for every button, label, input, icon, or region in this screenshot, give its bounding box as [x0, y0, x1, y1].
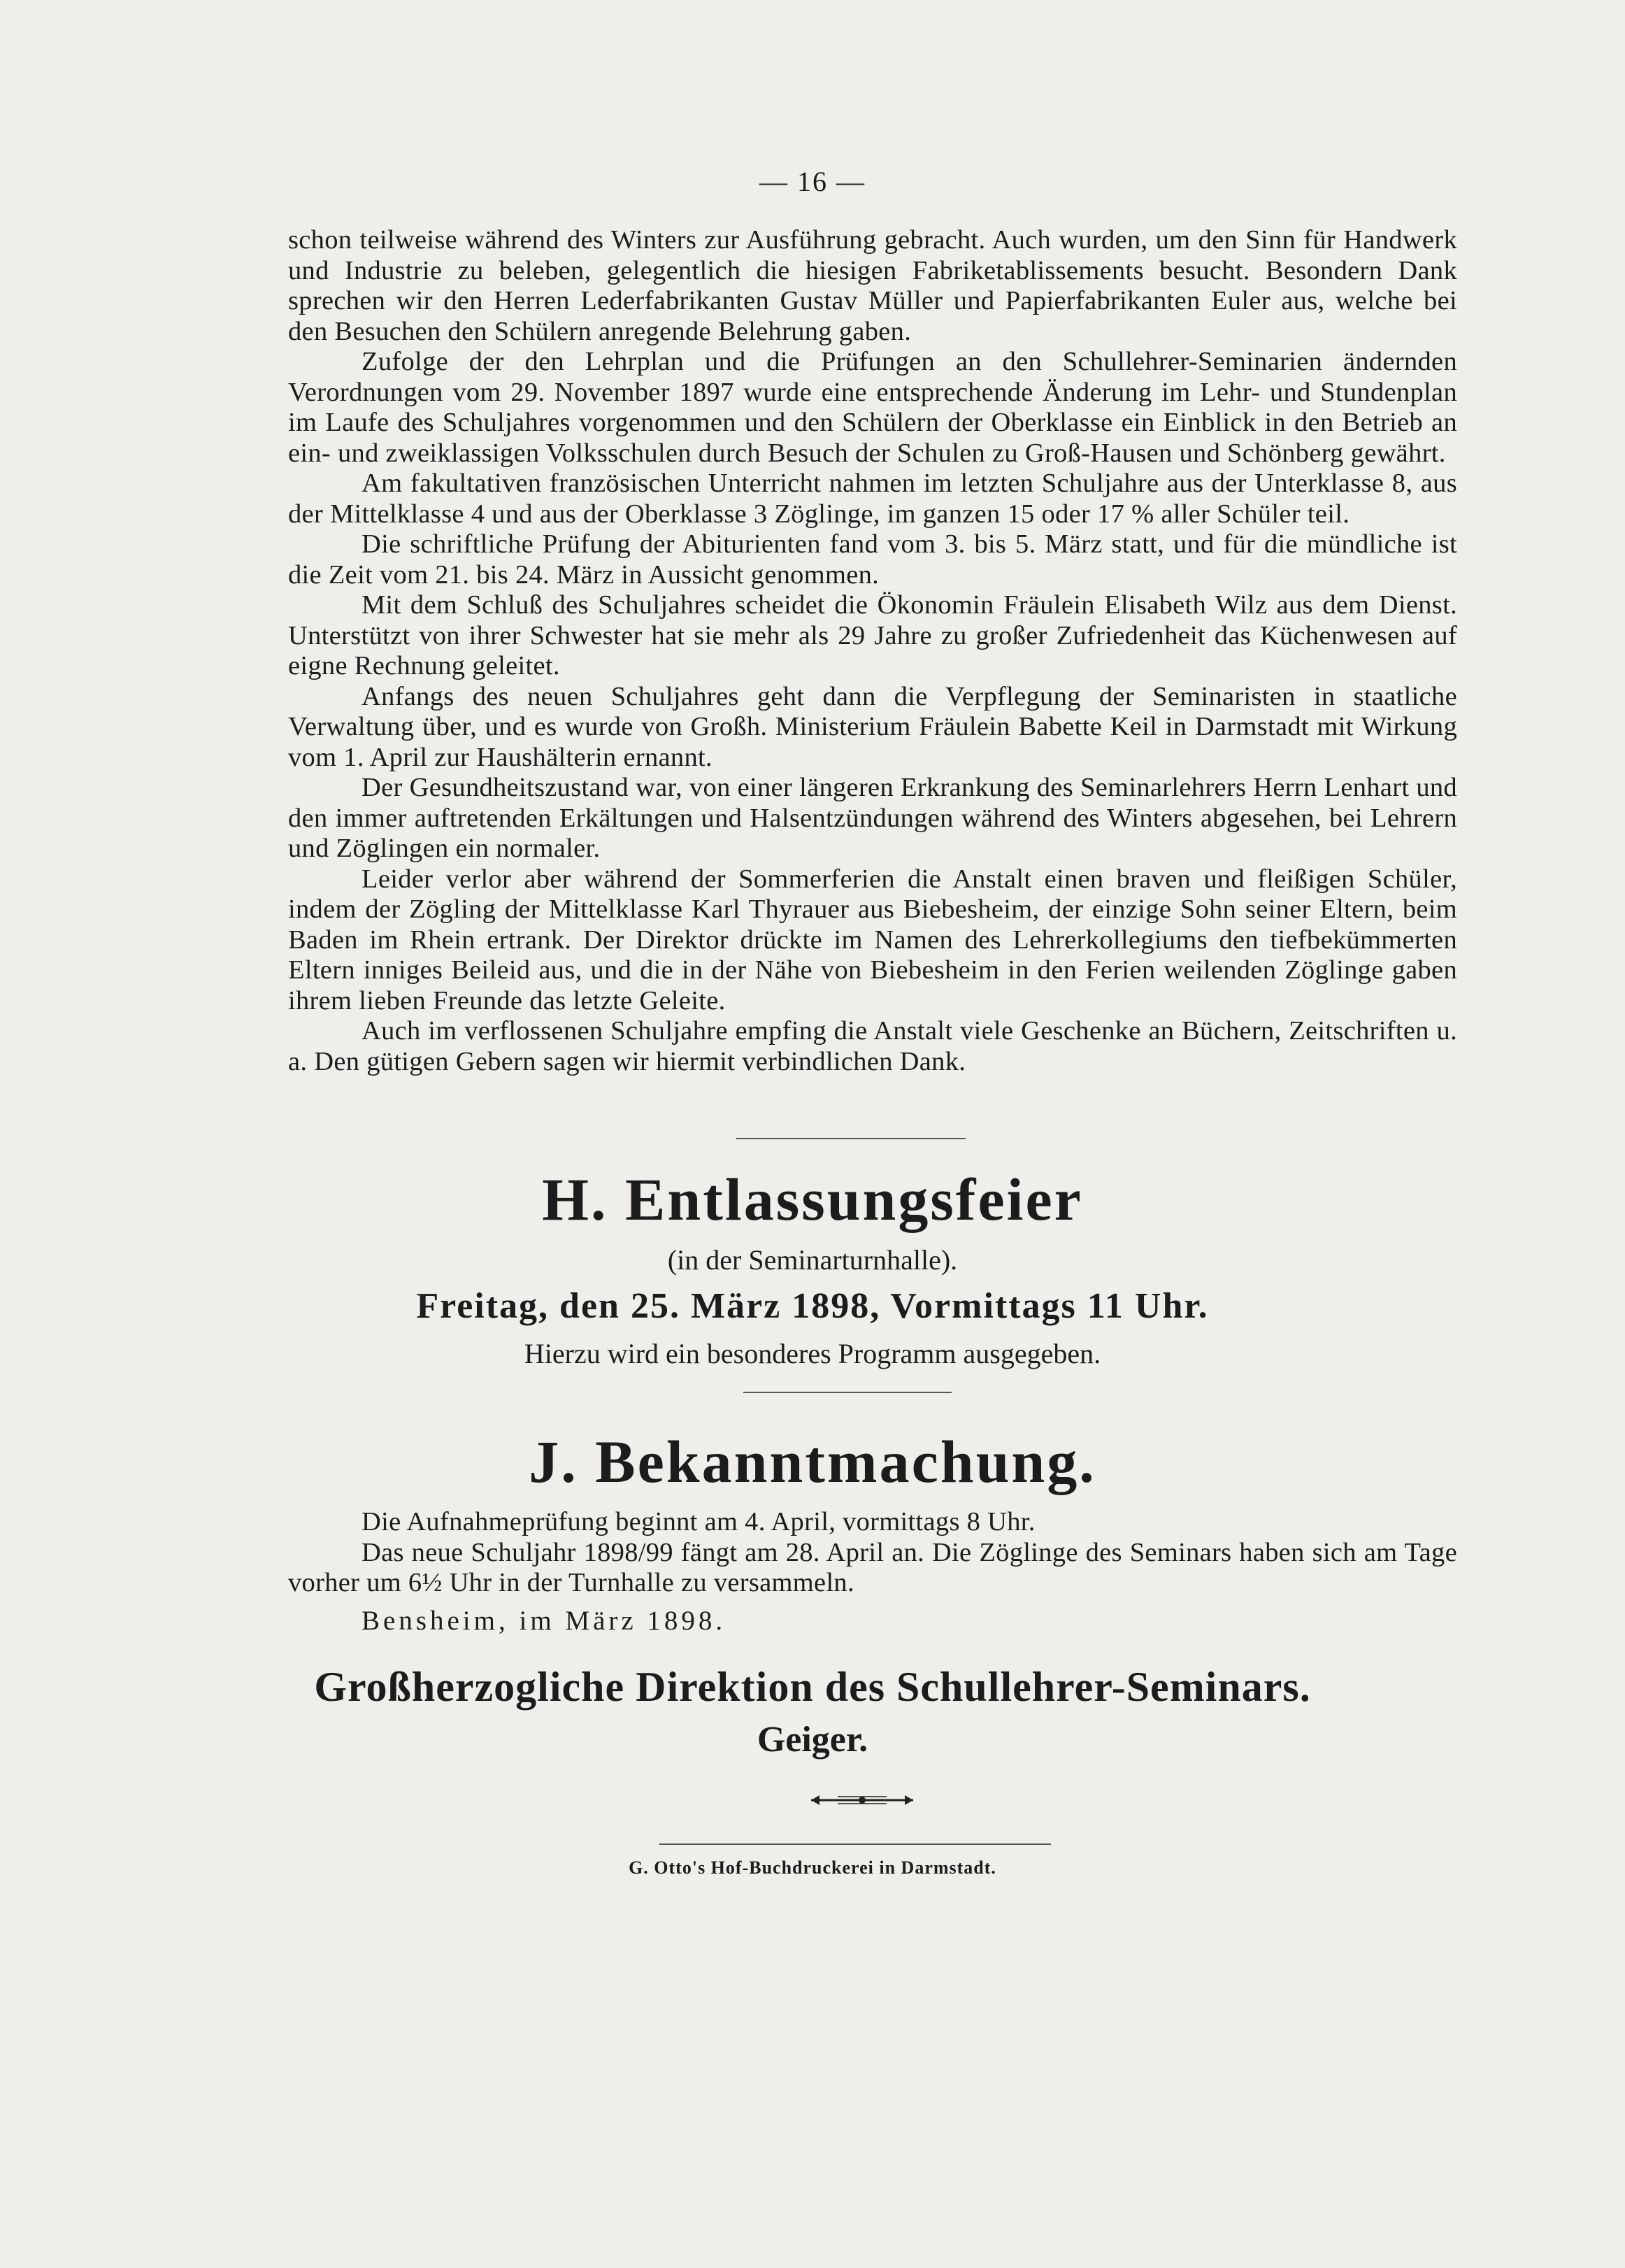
section-divider: [736, 1138, 966, 1139]
notice-text: [288, 1507, 1457, 1599]
ornament-rule-icon: [810, 1792, 915, 1808]
notice-paragraph: Die Aufnahmeprüfung beginnt am 4. April, vormittags 8 Uhr.: [361, 1507, 1036, 1536]
paragraph: Am fakultativen französischen Unterricht nahmen im letzten Schuljahre aus der Unterklasse 8, aus der Mittelklasse 4 und aus der Oberklasse 3 Zöglinge, im ganzen 15 oder 17 % aller Schüler teil.: [288, 469, 1457, 529]
footer-rule: [659, 1843, 1051, 1845]
paragraph: Mit dem Schluß des Schuljahres scheidet die Ökonomin Fräulein Elisabeth Wilz aus dem Dienst. Unterstützt von ihrer Schwester hat sie mehr als 29 Jahre zu großer Zufriedenheit das Küchenwesen auf eigne Rechnung geleitet.: [288, 590, 1457, 680]
paragraph: Die schriftliche Prüfung der Abiturienten fand vom 3. bis 5. März statt, und für die mündliche ist die Zeit vom 21. bis 24. März in Aussicht genommen.: [288, 529, 1457, 590]
section-h-heading: H. Entlassungsfeier: [542, 1166, 1083, 1233]
printer-imprint: G. Otto's Hof-Buchdruckerei in Darmstadt.: [629, 1857, 996, 1878]
section-h-note: Hierzu wird ein besonderes Programm ausgegeben.: [524, 1338, 1101, 1369]
paragraph: Der Gesundheitszustand war, von einer längeren Erkrankung des Seminarlehrers Herrn Lenhart und den immer auftretenden Erkältungen und Halsentzündungen während des Winters abgesehen, bei Lehrern und Zöglingen ein normaler.: [288, 773, 1457, 863]
body-text: [288, 225, 1457, 1077]
paragraph: Leider verlor aber während der Sommerferien die Anstalt einen braven und fleißigen Schüler, indem der Zögling der Mittelklasse Karl Thyrauer aus Biebesheim, der einzige Sohn seiner Eltern, beim Baden im Rhein ertrank. Der Direktor drückte im Namen des Lehrerkollegiums den tiefbekümmerten Eltern inniges Beileid aus, und die in der Nähe von Biebesheim in den Ferien weilenden Zöglinge gaben ihrem lieben Freunde das letzte Geleite.: [288, 864, 1457, 1015]
notice-paragraph: Das neue Schuljahr 1898/99 fängt am 28. April an. Die Zöglinge des Seminars haben sich am Tage vorher um 6½ Uhr in der Turnhalle zu versammeln.: [288, 1537, 1457, 1597]
section-divider: [743, 1392, 952, 1393]
page-number: — 16 —: [759, 166, 866, 197]
section-j-heading: J. Bekanntmachung.: [529, 1428, 1096, 1495]
signer-name: Geiger.: [757, 1720, 868, 1760]
place-date: Bensheim, im März 1898.: [361, 1606, 726, 1636]
signature-line: Großherzogliche Direktion des Schullehrer-Seminars.: [314, 1664, 1311, 1710]
event-date-line: Freitag, den 25. März 1898, Vormittags 11 Uhr.: [416, 1286, 1209, 1326]
paragraph: Auch im verflossenen Schuljahre empfing die Anstalt viele Geschenke an Büchern, Zeitschriften u. a. Den gütigen Gebern sagen wir hiermit verbindlichen Dank.: [288, 1016, 1457, 1076]
paragraph: schon teilweise während des Winters zur Ausführung gebracht. Auch wurden, um den Sinn für Handwerk und Industrie zu beleben, gelegentlich die hiesigen Fabriketablissements besucht. Besondern Dank sprechen wir den Herren Lederfabrikanten Gustav Müller und Papierfabrikanten Euler aus, welche bei den Besuchen den Schülern anregende Belehrung gaben.: [288, 225, 1457, 346]
paragraph: Zufolge der den Lehrplan und die Prüfungen an den Schullehrer-Seminarien ändernden Verordnungen vom 29. November 1897 wurde eine entsprechende Änderung im Lehr- und Stundenplan im Laufe des Schuljahres vorgenommen und den Schülern der Oberklasse ein Einblick in den Betrieb an ein- und zweiklassigen Volksschulen durch Besuch der Schulen zu Groß-Hausen und Schönberg gewährt.: [288, 347, 1457, 468]
paragraph: Anfangs des neuen Schuljahres geht dann die Verpflegung der Seminaristen in staatliche Verwaltung über, und es wurde von Großh. Ministerium Fräulein Babette Keil in Darmstadt mit Wirkung vom 1. April zur Haushälterin ernannt.: [288, 681, 1457, 772]
section-h-subheading: (in der Seminarturnhalle).: [667, 1244, 958, 1276]
